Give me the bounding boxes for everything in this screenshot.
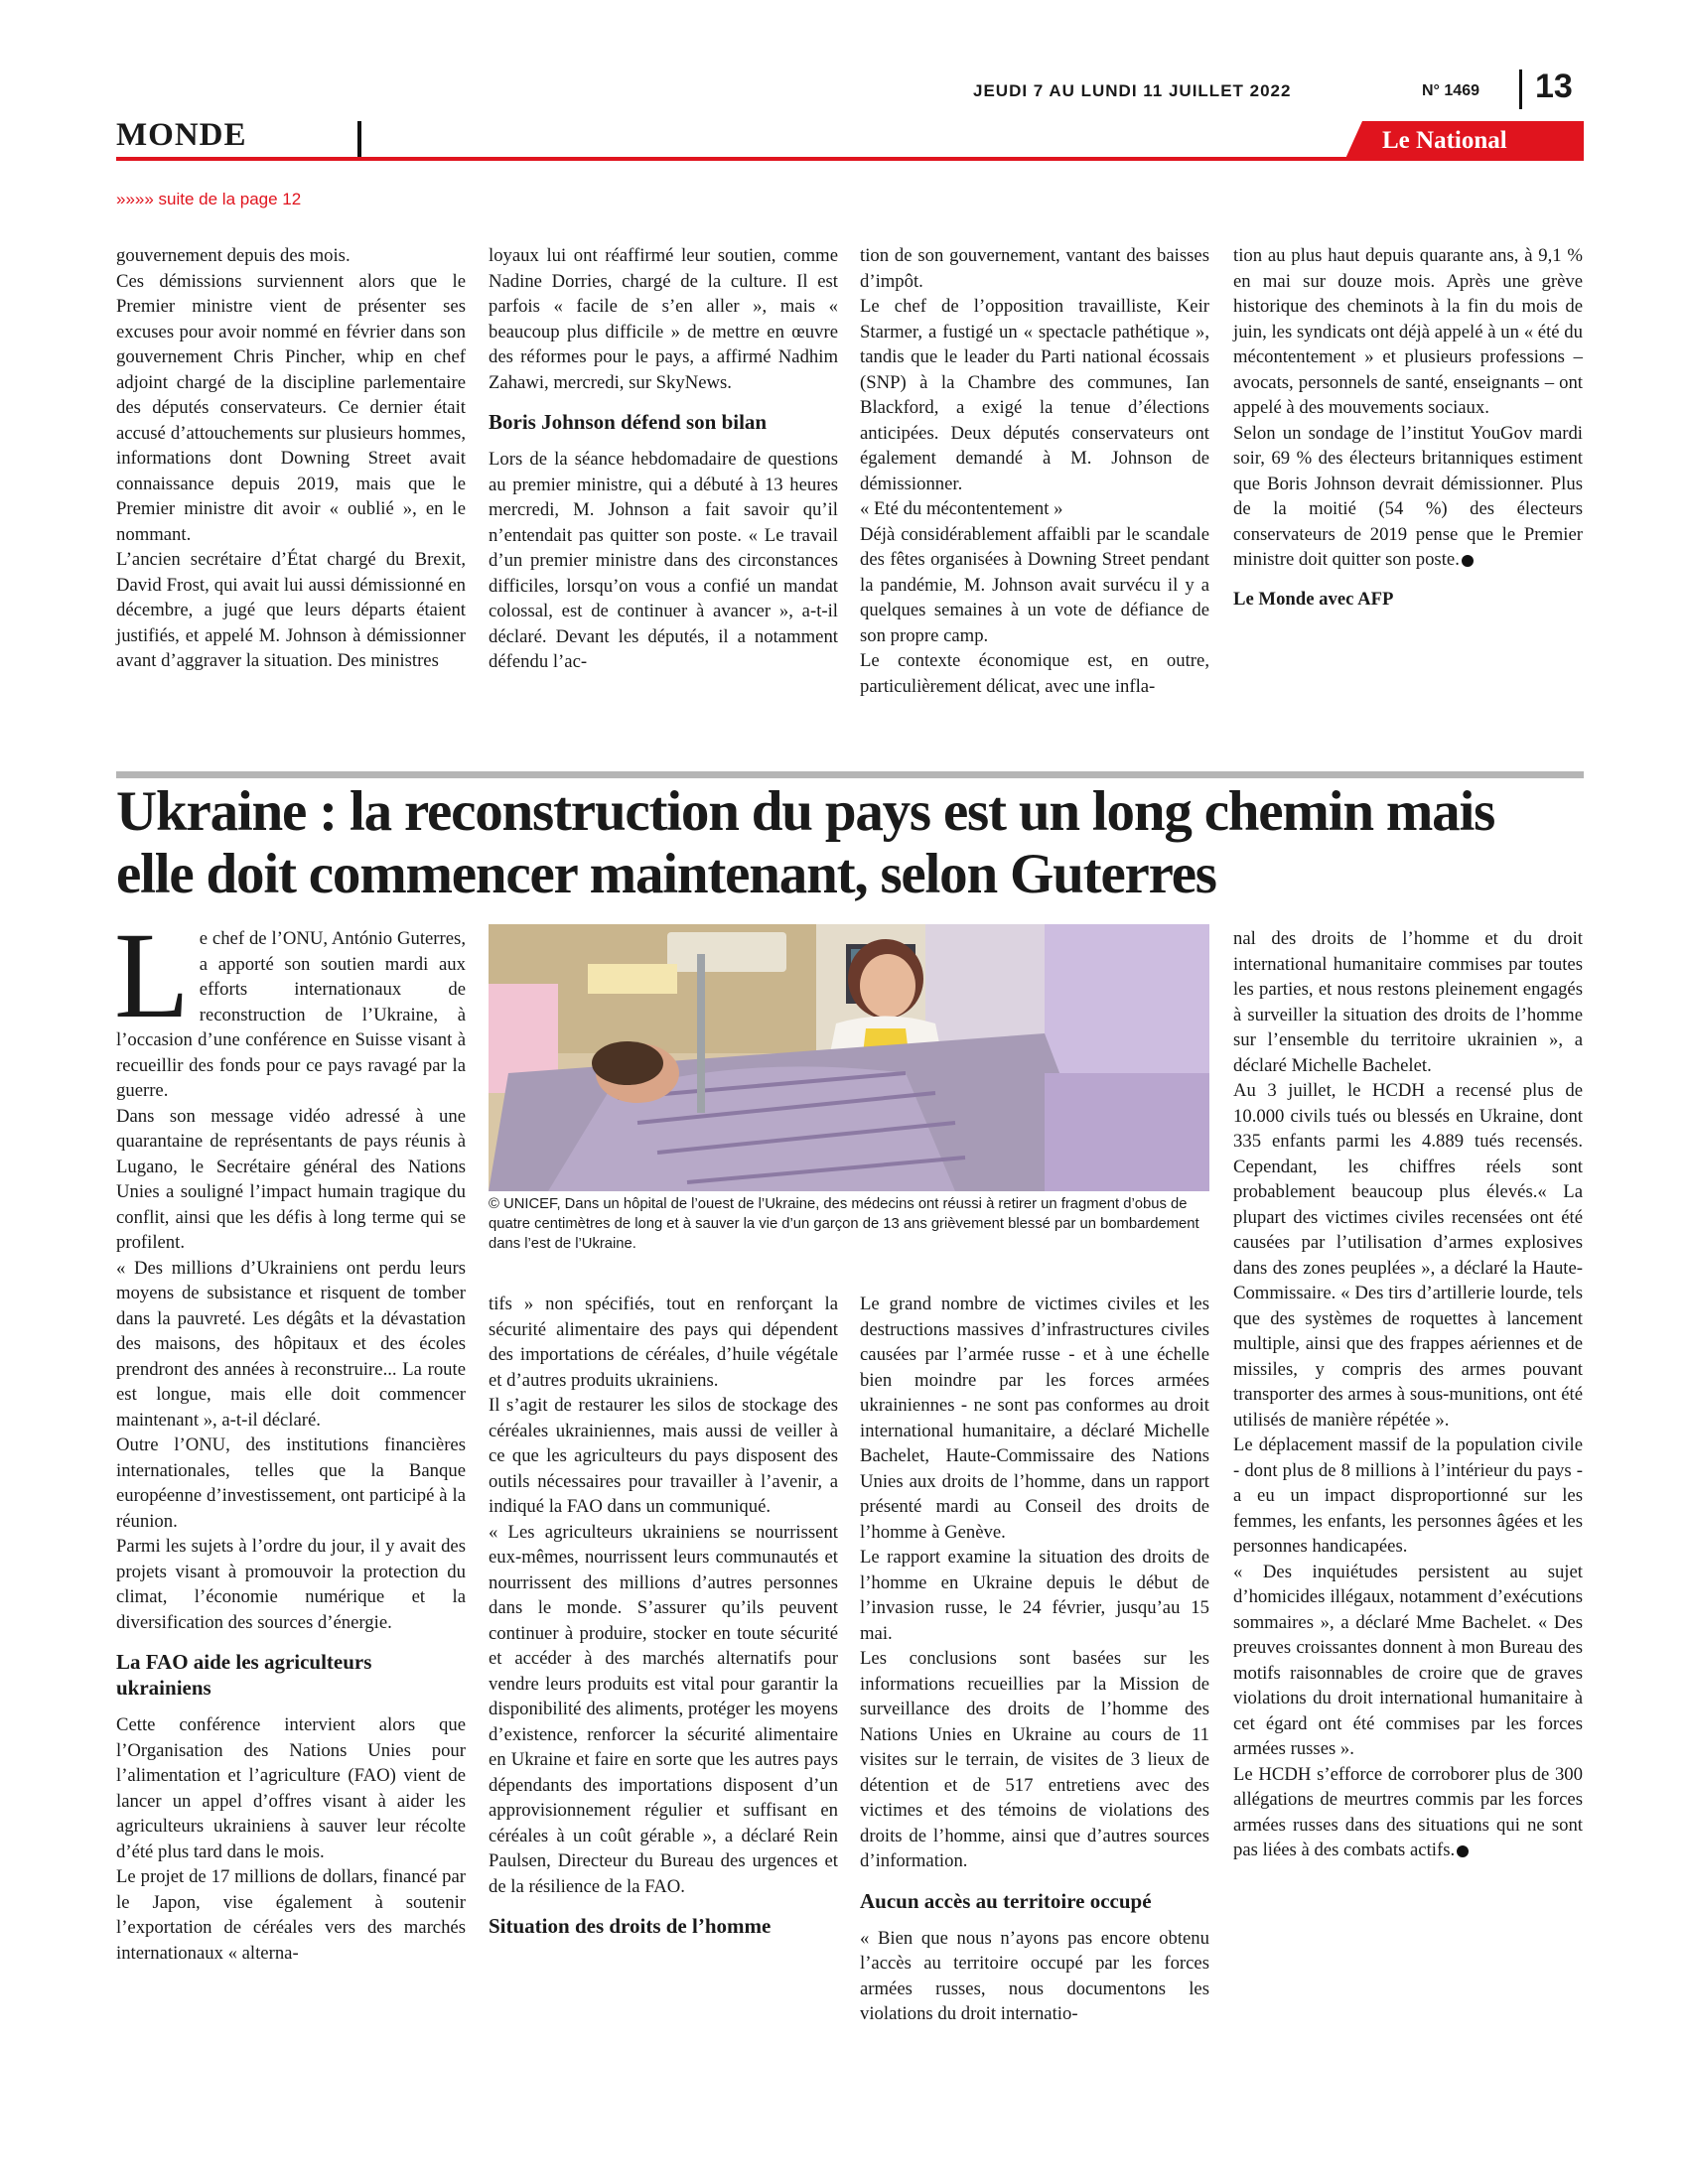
paragraph: Dans son message vidéo adressé à une quarantaine de représentants de pays réunis à Lugano, le Secrétaire général des Nations Unies a souligné l’impact humain tragique du conflit, ainsi que les défis à long terme qui se profilent.: [116, 1105, 466, 1253]
paragraph: Le HCDH s’efforce de corroborer plus de 300 allégations de meurtres commis par les forces armées russes dans des situations qui ne sont pas liées à des combats actifs.: [1233, 1763, 1583, 1860]
paragraph: Au 3 juillet, le HCDH a recensé plus de 10.000 civils tués ou blessés en Ukraine, dont 335 enfants parmi les 4.889 tués recensés. Cependant, les chiffres réels sont probablement beaucoup plus élevés.« La plupart des victimes civiles recensées ont été causées par l’utilisation d’armes explosives dans des zones peuplées », a déclaré la Haute-Commissaire. « Des tirs d’artillerie lourde, tels que des systèmes de roquettes à lancement multiple, ainsi que des frappes aériennes et de missiles, y compris des armes pouvant transporter des armes à sous-munitions, ont été utilisés de manière répétée ».: [1233, 1080, 1583, 1431]
subheading: Aucun accès au territoire occupé: [860, 1888, 1152, 1913]
header-divider: [1519, 69, 1522, 109]
main-article-column-1: [114, 907, 466, 1966]
paragraph: loyaux lui ont réaffirmé leur soutien, comme Nadine Dorries, chargé de la culture. Il est parfois « facile de s’en aller », mais « beaucoup plus difficile » de mettre en œuvre des réformes pour le pays, a affirmé Nadhim Zahawi, mercredi, sur SkyNews.: [489, 245, 838, 393]
section-title: MONDE: [116, 117, 247, 153]
main-article-column-4: [1233, 926, 1583, 1863]
paragraph: Le rapport examine la situation des droits de l’homme en Ukraine depuis le début de l’invasion russe, le 24 février, jusqu’au 15 mai.: [860, 1547, 1209, 1644]
paragraph: nal des droits de l’homme et du droit international humanitaire commises par toutes les parties, et nous restons pleinement engagés à surveiller la situation des droits de l’homme sur l’ensemble du territoire ukrainien », a déclaré Michelle Bachelet.: [1233, 928, 1583, 1076]
article-photo: [489, 924, 1209, 1191]
top-article-column-2: [489, 243, 838, 675]
paragraph: « Bien que nous n’ayons pas encore obtenu l’accès au territoire occupé par les forces armées russes, nous documentons les violations du droit internatio-: [860, 1927, 1209, 2024]
paragraph: Parmi les sujets à l’ordre du jour, il y avait des projets visant à promouvoir la protection du climat, l’économie numérique et la diversification des sources d’énergie.: [116, 1536, 466, 1633]
subheading: Situation des droits de l’homme: [489, 1914, 772, 1938]
paragraph: L’ancien secrétaire d’État chargé du Brexit, David Frost, qui avait lui aussi démissionné en décembre, a jugé que leurs départs étaient justifiés, et appelé M. Johnson à démissionner avant d’aggraver la situation. Des ministres: [116, 549, 466, 671]
paragraph: Le projet de 17 millions de dollars, financé par le Japon, vise également à soutenir l’exportation de céréales vers des marchés internationaux « alterna-: [116, 1866, 466, 1964]
top-article-column-3: [860, 243, 1209, 699]
paragraph: Déjà considérablement affaibli par le scandale des fêtes organisées à Downing Street pendant la pandémie, M. Johnson avait survécu il y a quelques semaines à un vote de défiance de son propre camp.: [860, 523, 1209, 646]
issue-date: JEUDI 7 AU LUNDI 11 JUILLET 2022: [973, 81, 1292, 100]
paragraph: Le grand nombre de victimes civiles et les destructions massives d’infrastructures civiles causées par l’armée russe - et à une échelle bien moindre par les forces armées ukrainiennes - ne sont pas conformes au droit international humanitaire, a déclaré Michelle Bachelet, Haute-Commissaire des Nations Unies aux droits de l’homme, dans un rapport présenté mardi au Conseil des droits de l’homme à Genève.: [860, 1294, 1209, 1543]
paragraph: Le chef de l’opposition travailliste, Keir Starmer, a fustigé un « spectacle pathétique », tandis que le leader du Parti national écossais (SNP) à la Chambre des communes, Ian Blackford, a exigé la tenue d’élections anticipées. Deux députés conservateurs ont également demandé à M. Johnson de démissionner.: [860, 296, 1209, 494]
article-headline: Ukraine : la reconstruction du pays est un long chemin mais elle doit commencer maintenant, selon Guterres: [116, 780, 1495, 905]
paragraph: Selon un sondage de l’institut YouGov mardi soir, 69 % des électeurs britanniques estiment que Boris Johnson devrait démissionner. Plus de la moitié (54 %) des électeurs conservateurs de 2019 pense que le Premier ministre doit quitter son poste.: [1233, 422, 1583, 570]
paper-name: Le National: [1382, 127, 1507, 154]
header-rule: [116, 157, 1584, 161]
paragraph: Le chef de l’ONU, António Guterres, a apporté son soutien mardi aux efforts internationaux de reconstruction de l’Ukraine, à l’occasion d’une conférence en Suisse visant à recueillir des fonds pour ce pays ravagé par la guerre.: [114, 907, 466, 1101]
paragraph: Lors de la séance hebdomadaire de questions au premier ministre, qui a débuté à 13 heures mercredi, M. Johnson a fait savoir qu’il n’entendait pas quitter son poste. « Le travail d’un premier ministre dans des circonstances difficiles, lorsqu’on vous a confié un mandat colossal, est de continuer à avancer », a-t-il déclaré. Devant les députés, il a notamment défendu l’ac-: [489, 449, 838, 672]
article-signature: Le Monde avec AFP: [1233, 588, 1394, 610]
top-article-column-1: [116, 243, 466, 674]
subheading: Boris Johnson défend son bilan: [489, 410, 768, 434]
page-number: 13: [1535, 68, 1573, 105]
paragraph: tion au plus haut depuis quarante ans, à 9,1 % en mai sur douze mois. Après une grève historique des cheminots à la fin du mois de juin, les syndicats ont déjà appelé à un « été du mécontentement » et plusieurs professions – avocats, personnels de santé, enseignants – ont appelé à des mouvements sociaux.: [1233, 245, 1583, 418]
paragraph: tion de son gouvernement, vantant des baisses d’impôt.: [860, 245, 1209, 292]
paragraph: tifs » non spécifiés, tout en renforçant la sécurité alimentaire des pays qui dépendent des importations de céréales, d’huile végétale et d’autres produits ukrainiens.: [489, 1294, 838, 1391]
continuation-note: »»»» suite de la page 12: [116, 190, 302, 208]
end-mark-icon: [1462, 555, 1474, 567]
drop-cap: L: [114, 907, 190, 1043]
hospital-photo-image: [489, 924, 1209, 1191]
paragraph: Il s’agit de restaurer les silos de stockage des céréales ukrainiennes, mais aussi de veiller à ce que les agriculteurs du pays disposent des outils nécessaires pour travailler à l’avenir, a indiqué la FAO dans un communiqué.: [489, 1395, 838, 1517]
paragraph: Les conclusions sont basées sur les informations recueillies par la Mission de surveillance des droits de l’homme des Nations Unies en Ukraine au cours de 11 visites sur le terrain, de visites de 3 lieux de détention et de 517 entretiens avec des victimes et des témoins de violations des droits de l’homme, ainsi que d’autres sources d’information.: [860, 1648, 1209, 1871]
photo-caption: © UNICEF, Dans un hôpital de l’ouest de l’Ukraine, des médecins ont réussi à retirer un fragment d’obus de quatre centimètres de long et à sauver la vie d’un garçon de 13 ans grièvement blessé par un bombardement dans l’est de l’Ukraine.: [489, 1196, 1199, 1252]
main-article-column-3: [860, 1292, 1209, 2027]
article-separator: [116, 771, 1584, 778]
subheading: La FAO aide les agriculteurs ukrainiens: [116, 1650, 372, 1700]
paragraph: Le contexte économique est, en outre, particulièrement délicat, avec une infla-: [860, 650, 1209, 697]
end-mark-icon: [1457, 1845, 1469, 1857]
paragraph: « Les agriculteurs ukrainiens se nourrissent eux-mêmes, nourrissent leurs communautés et nourrissent des millions d’autres personnes dans le monde. S’assurer qu’ils peuvent continuer à produire, stocker en toute sécurité et accéder à des marchés alternatifs pour vendre leurs produits est vital pour garantir la disponibilité des aliments, protéger les moyens d’existence, renforcer la sécurité alimentaire en Ukraine et faire en sorte que les autres pays dépendants des importations disposent d’un approvisionnement régulier et suffisant en céréales à un coût gérable », a déclaré Rein Paulsen, Directeur du Bureau des urgences et de la résilience de la FAO.: [489, 1521, 838, 1897]
paragraph: « Eté du mécontentement »: [860, 498, 1063, 519]
paragraph: Cette conférence intervient alors que l’Organisation des Nations Unies pour l’alimentation et l’agriculture (FAO) vient de lancer un appel d’offres visant à aider les agriculteurs ukrainiens à sauver leur récolte d’été plus tard dans le mois.: [116, 1714, 466, 1862]
paragraph: « Des inquiétudes persistent au sujet d’homicides illégaux, notamment d’exécutions sommaires », a déclaré Mme Bachelet. « Des preuves croissantes donnent à mon Bureau des motifs raisonnables de croire que de graves violations du droit international humanitaire à cet égard ont été commises par les forces armées russes ».: [1233, 1561, 1583, 1759]
main-article-column-2: [489, 1292, 838, 1951]
paragraph: Le déplacement massif de la population civile - dont plus de 8 millions à l’intérieur du pays - a eu un impact disproportionné sur les femmes, les enfants, les personnes âgées et les personnes handicapées.: [1233, 1434, 1583, 1557]
issue-number: N° 1469: [1422, 82, 1479, 99]
top-article-column-4: [1233, 243, 1583, 612]
paragraph: gouvernement depuis des mois.: [116, 245, 351, 266]
section-divider: [357, 121, 361, 157]
paragraph: Outre l’ONU, des institutions financières internationales, telles que la Banque européenne d’investissement, ont participé à la réunion.: [116, 1434, 466, 1532]
paragraph: « Des millions d’Ukrainiens ont perdu leurs moyens de subsistance et risquent de tomber dans la pauvreté. Les dégâts et la dévastation des maisons, des hôpitaux et des écoles prendront des années à reconstruire... La route est longue, mais elle doit commencer maintenant », a-t-il déclaré.: [116, 1257, 466, 1431]
paragraph: Ces démissions surviennent alors que le Premier ministre vient de présenter ses excuses pour avoir nommé en février dans son gouvernement Chris Pincher, whip en chef adjoint chargé de la discipline parlementaire des députés conservateurs. Ce dernier était accusé d’attouchements sur plusieurs hommes, informations dont Downing Street avait connaissance depuis 2019, mais que le Premier ministre dit avoir « oublié », en le nommant.: [116, 270, 466, 545]
